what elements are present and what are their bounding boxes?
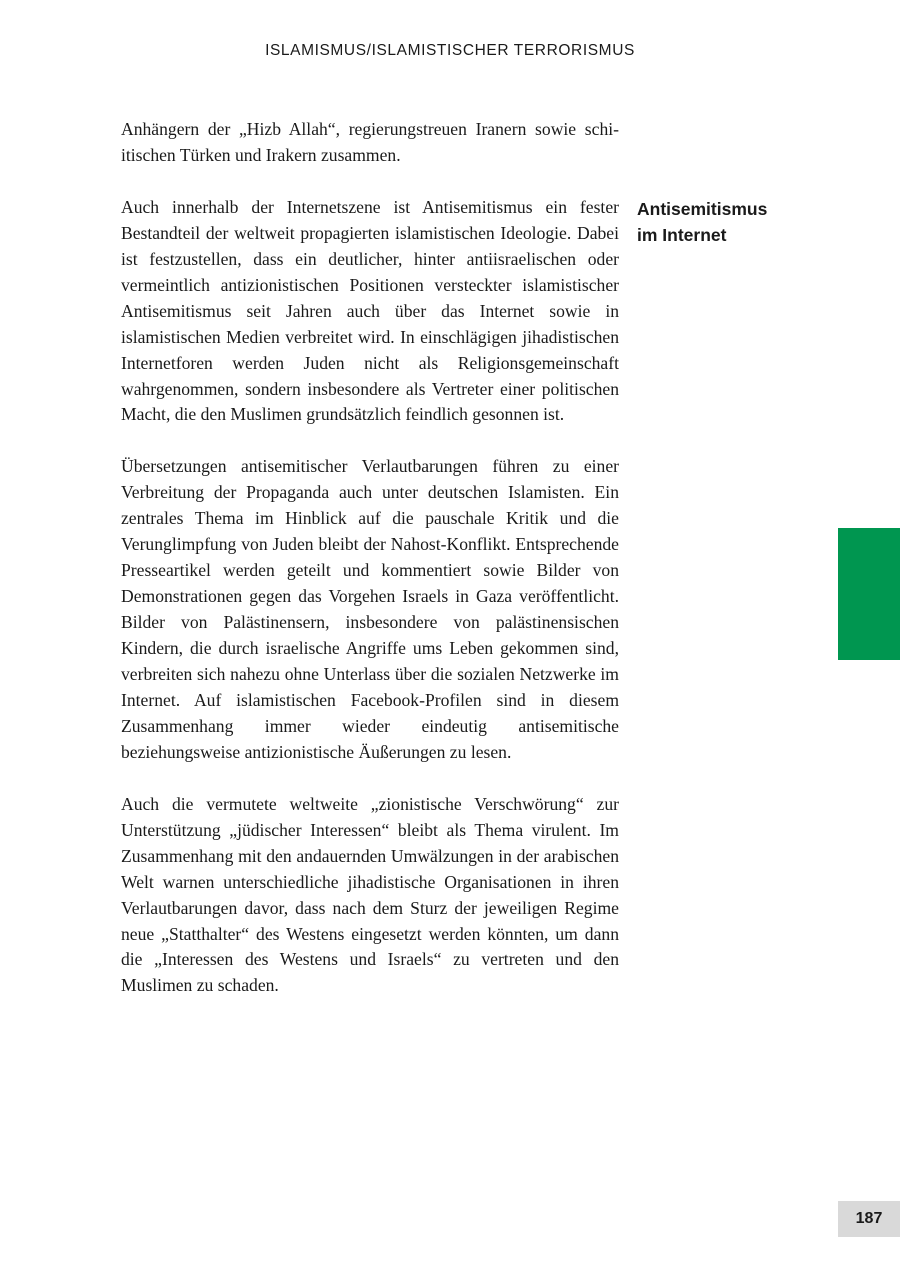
margin-heading-line: Antisemitismus — [637, 199, 768, 219]
margin-heading-line: im Internet — [637, 225, 727, 245]
chapter-thumb-tab — [838, 528, 900, 660]
paragraph: Übersetzungen antisemitischer Verlautbarungen führen zu einer Verbreitung der Propaganda auch unter deutschen Islamisten. Ein zentrales Thema im Hinblick auf die pauschale Kritik und die Verunglimpfung von Juden bleibt der Nahost-Konflikt. Entsprechende Presseartikel werden geteilt und kommentiert sowie Bilder von Demonstrationen gegen das Vorgehen Israels in Gaza veröffentlicht. Bilder von Palästinensern, insbesondere von palästinensischen Kindern, die durch israelische Angriffe ums Leben gekommen sind, verbreiten sich nahezu ohne Unterlass über die sozialen Netzwerke im Internet. Auf islamistischen Facebook-Profilen sind in diesem Zusammenhang immer wieder eindeutig antisemitische beziehungsweise antizionistische Äußerungen zu lesen. — [121, 456, 619, 762]
page-number: 187 — [838, 1201, 900, 1237]
paragraph: Anhängern der „Hizb Allah“, regierungstreuen Iranern sowie schiitischen Türken und Irakern zusammen. — [121, 119, 619, 165]
paragraph: Auch die vermutete weltweite „zionistische Verschwörung“ zur Unterstützung „jüdischer Interessen“ bleibt als Thema virulent. Im Zusammenhang mit den andauernden Umwälzungen in der arabischen Welt warnen unterschiedliche jihadistische Organisationen in ihren Verlautbarungen davor, dass nach dem Sturz der jeweiligen Regime neue „Statthalter“ des Westens eingesetzt werden könnten, um dann die „Interessen des Westens und Israels“ zu vertreten und den Muslimen zu schaden. — [121, 793, 619, 996]
running-header: ISLAMISMUS/ISLAMISTISCHER TERRORISMUS — [265, 42, 635, 59]
margin-heading — [637, 196, 827, 248]
paragraph: Auch innerhalb der Internetszene ist Antisemitismus ein fester Bestandteil der weltweit propagierten islamistischen Ideologie. Dabei ist festzustellen, dass ein deutlicher, hinter antiisraelischen oder vermeintlich antizionistischen Positionen versteckter islamistischer Antisemitismus seit Jahren auch über das Internet sowie in islamistischen Medien verbreitet wird. In einschlägigen jihadistischen Internetforen werden Juden nicht als Religionsgemeinschaft wahrgenommen, sondern insbesondere als Vertreter einer politischen Macht, die den Muslimen grundsätzlich feindlich gesonnen ist. — [121, 196, 619, 425]
body-text-column — [121, 117, 619, 999]
